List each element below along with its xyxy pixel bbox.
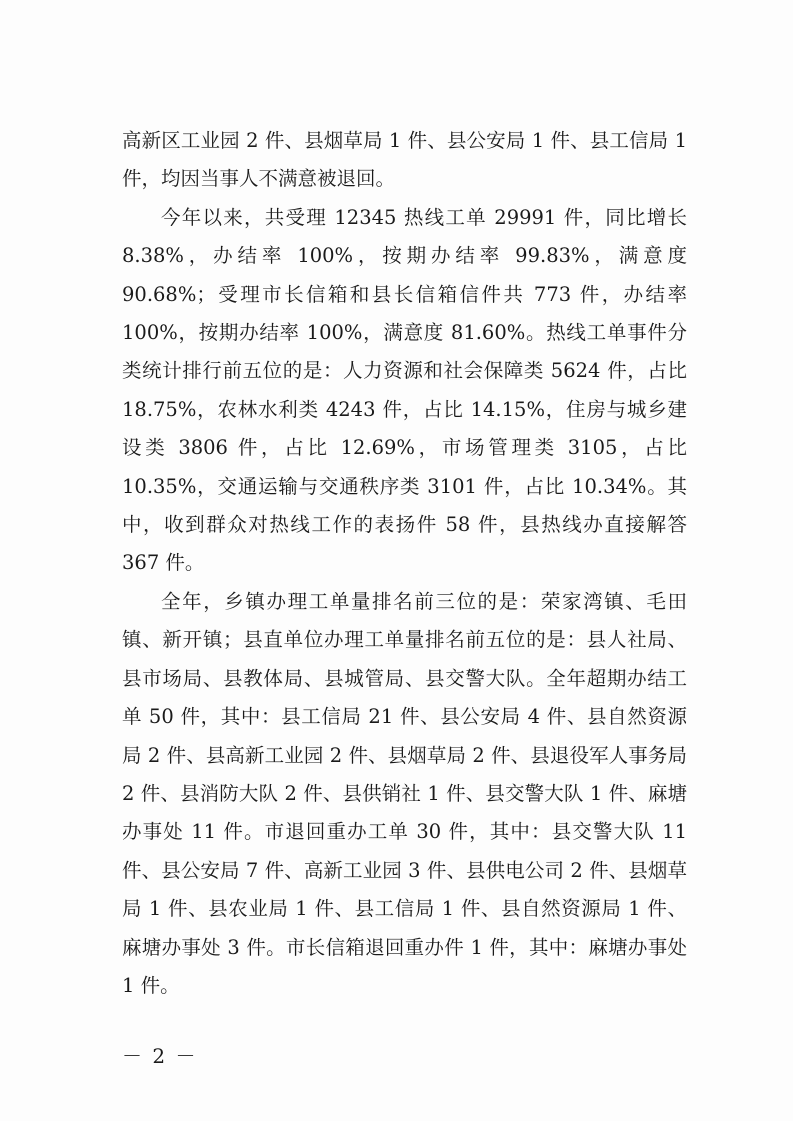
document-body — [122, 122, 687, 1005]
page-number: － 2 － — [122, 1044, 198, 1068]
paragraph-continuation: 高新区工业园 2 件、县烟草局 1 件、县公安局 1 件、县工信局 1 件，均因当事人不满意被退回。 — [122, 129, 687, 191]
paragraph-annual-statistics: 今年以来，共受理 12345 热线工单 29991 件，同比增长 8.38%，办结率 100%，按期办结率 99.83%，满意度 90.68%；受理市长信箱和县长信箱信件共 773 件，办结率 100%，按期办结率 100%，满意度 81.60%。热线工单事件分类统计排行前五位的是：人力资源和社会保障类 5624 件，占比 18.75%，农林水利类 4243 件，占比 14.15%，住房与城乡建设类 3806 件，占比 12.69%，市场管理类 3105，占比 10.35%，交通运输与交通秩序类 3101 件，占比 10.34%。其中，收到群众对热线工作的表扬件 58 件，县热线办直接解答 367 件。 — [122, 205, 687, 575]
paragraph-ranking-summary: 全年，乡镇办理工单量排名前三位的是：荣家湾镇、毛田镇、新开镇；县直单位办理工单量排名前五位的是：县人社局、县市场局、县教体局、县城管局、县交警大队。全年超期办结工单 50 件，其中：县工信局 21 件、县公安局 4 件、县自然资源局 2 件、县高新工业园 2 件、县烟草局 2 件、县退役军人事务局 2 件、县消防大队 2 件、县供销社 1 件、县交警大队 1 件、麻塘办事处 11 件。市退回重办工单 30 件，其中：县交警大队 11 件、县公安局 7 件、高新工业园 3 件、县供电公司 2 件、县烟草局 1 件、县农业局 1 件、县工信局 1 件、县自然资源局 1 件、麻塘办事处 3 件。市长信箱退回重办件 1 件，其中：麻塘办事处 1 件。 — [122, 589, 687, 997]
